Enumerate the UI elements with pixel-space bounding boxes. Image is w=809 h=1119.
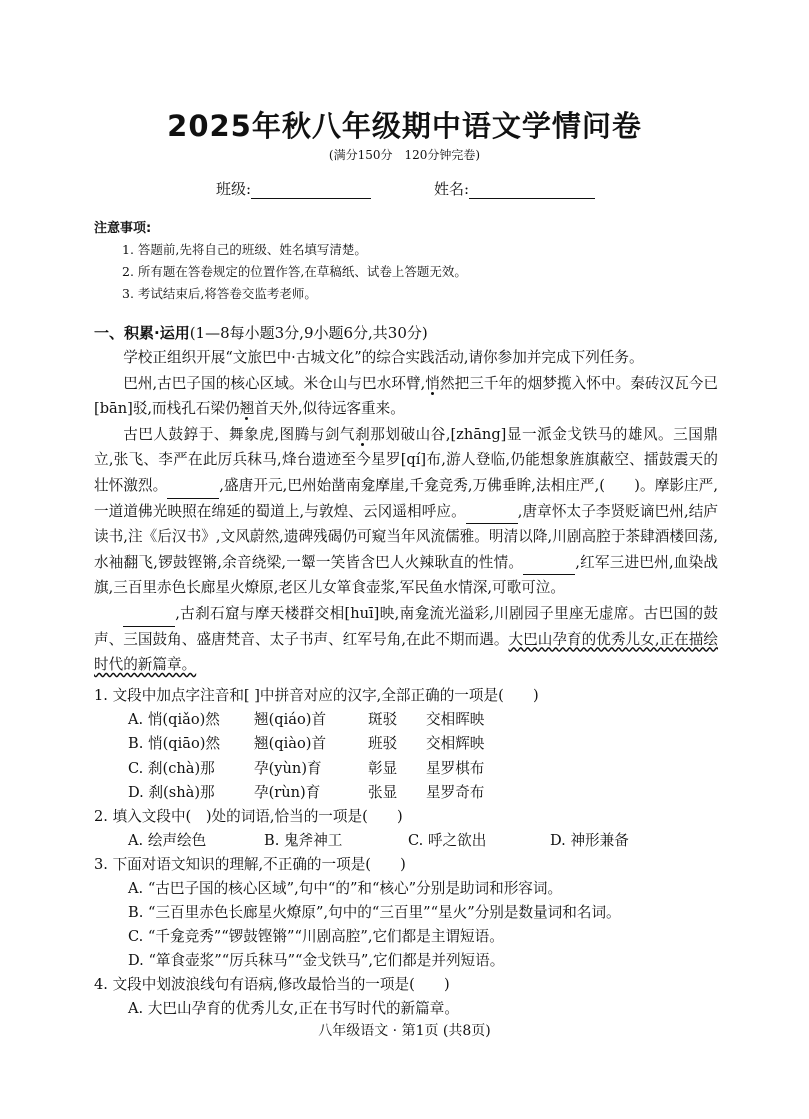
note-item: 1. 答题前,先将自己的班级、姓名填写清楚。	[122, 242, 367, 257]
option-b[interactable]: B. 鬼斧神工	[264, 832, 343, 849]
name-field[interactable]	[434, 178, 595, 199]
option-b[interactable]: B. “三百里赤色长廊星火燎原”,句中的“三百里”“星火”分别是数量词和名词。	[128, 904, 621, 921]
passage-paragraph-1: 巴州,古巴子国的核心区域。米仓山与巴水环臂,悄然把三千年的烟梦揽入怀中。秦砖汉瓦今已[bān]驳,而栈孔石梁仍翘首天外,似待远客重来。	[94, 374, 718, 418]
section-score-note: (1—8每小题3分,9小题6分,共30分)	[189, 324, 428, 342]
option-c[interactable]: C. 呼之欲出	[408, 832, 487, 849]
class-blank[interactable]	[251, 184, 371, 199]
exam-subtitle: (满分150分 120分钟完卷)	[328, 148, 481, 162]
fill-blank[interactable]	[123, 610, 175, 627]
exam-title: 2025年秋八年级期中语文学情问卷	[167, 109, 642, 143]
note-item: 2. 所有题在答卷规定的位置作答,在草稿纸、试卷上答题无效。	[122, 264, 467, 279]
question-3-stem: 3. 下面对语文知识的理解,不正确的一项是( )	[94, 856, 406, 873]
passage-paragraph-3: ,古刹石窟与摩天楼群交相[huī]映,南龛流光溢彩,川剧园子里座无虚席。古巴国的鼓声、三国鼓角、盛唐梵音、太子书声、红军号角,在此不期而遇。大巴山孕育的优秀儿女,正在描绘时代的新篇章。	[94, 604, 718, 674]
notes-title: 注意事项:	[94, 221, 152, 236]
option-d[interactable]: D. “箪食壶浆”“厉兵秣马”“金戈铁马”,它们都是并列短语。	[128, 952, 505, 969]
passage-intro: 学校正组织开展“文旅巴中·古城文化”的综合实践活动,请你参加并完成下列任务。	[123, 349, 644, 366]
section-heading	[94, 322, 428, 343]
dotted-char: 刹	[355, 425, 371, 443]
fill-blank[interactable]	[466, 507, 518, 524]
reading-passage	[94, 345, 718, 678]
class-label: 班级:	[216, 180, 252, 198]
name-blank[interactable]	[469, 184, 595, 199]
fill-blank[interactable]	[523, 558, 575, 575]
dotted-char: 翘	[239, 400, 255, 418]
option-a[interactable]: A. 大巴山孕育的优秀儿女,正在书写时代的新篇章。	[128, 1000, 459, 1017]
question-2-stem: 2. 填入文段中( )处的词语,恰当的一项是( )	[94, 808, 403, 825]
question-4-stem: 4. 文段中划波浪线句有语病,修改最恰当的一项是( )	[94, 976, 450, 993]
question-1-stem: 1. 文段中加点字注音和[ ]中拼音对应的汉字,全部正确的一项是( )	[94, 687, 539, 704]
option-a[interactable]: A. “古巴子国的核心区域”,句中“的”和“核心”分别是助词和形容词。	[128, 880, 563, 897]
name-label: 姓名:	[434, 180, 470, 198]
exam-page: 2025年秋八年级期中语文学情问卷 (满分150分 120分钟完卷) 班级: 姓名: 注意事项: 1. 答题前,先将自己的班级、姓名填写清楚。 2. 所有题在答卷规定的位置作答,在草稿纸、试卷上答题无效。 3. 考试结束后,将答卷交监考老师。 一、积累·运用(1—8每小题3分,9小题6分,共30分) 学校正组织开展“文旅巴中·古城文化”的综合实践活动,请你参加并完成下列任务。 巴州,古巴子国的核心区域。米仓山与巴水环臂,悄然把三千年的烟梦揽入怀中。秦砖汉瓦今已[bān]驳,而栈孔石梁仍翘首天外,似待远客重来。 古巴人鼓錞于、舞象虎,图腾与剑气刹那划破山谷,[zhāng]显一派金戈铁马的雄风。三国鼎立,张飞、李严在此厉兵秣马,烽台遗迹至今星罗[qí]布,游人登临,仍能想象旌旗蔽空、擂鼓震天的壮怀激烈。 ,盛唐开元,巴州始凿南龛摩崖,千龛竞秀,万佛垂眸,法相庄严,( )。摩影庄严,一道道佛光映照在绵延的蜀道上,与敦煌、云冈遥相呼应。 ,唐章怀太子李贤贬谪巴州,结庐读书,注《后汉书》,文风蔚然,遗碑残碣仍可窥当年风流儒雅。明清以降,川剧高腔于茶肆酒楼回荡,水袖翻飞,锣鼓铿锵,余音绕梁,一颦一笑皆含巴人火辣耿直的性情。 ,红军三进巴州,血染战旗,三百里赤色长廊星火燎原,老区儿女箪食壶浆,军民鱼水情深,可歌可泣。 ,古刹石窟与摩天楼群交相[huī]映,南龛流光溢彩,川剧园子里座无虚席。古巴国的鼓声、三国鼓角、盛唐梵音、太子书声、红军号角,在此不期而遇。大巴山孕育的优秀儿女,正在描绘时代的新篇章。 1. 文段中加点字注音和[ ]中拼音对应的汉字,全部正确的一项是( ) A. 悄(qiǎo)然 翘(qiáo)首 斑驳 交相晖映 B. 悄(qiāo)然 翘(qiào)首 班驳 交相辉映 C. 刹(chà)那 孕(yùn)育 彰显 星罗棋布 D. 刹(shà)那 孕(rùn)育 张显 星罗奇布 2. 填入文段中( )处的词语,恰当的一项是( ) A. 绘声绘色 B. 鬼斧神工 C. 呼之欲出 D. 神形兼备 3. 下面对语文知识的理解,不正确的一项是( ) A. “古巴子国的核心区域”,句中“的”和“核心”分别是助词和形容词。 B. “三百里赤色长廊星火燎原”,句中的“三百里”“星火”分别是数量词和名词。 C. “千龛竞秀”“锣鼓铿锵”“川剧高腔”,它们都是主谓短语。 D. “箪食壶浆”“厉兵秣马”“金戈铁马”,它们都是并列短语。 4. 文段中划波浪线句有语病,修改最恰当的一项是( ) A. 大巴山孕育的优秀儿女,正在书写时代的新篇章。 八年级语文 · 第1页 (共8页)	[0, 0, 809, 1119]
page-footer: 八年级语文 · 第1页 (共8页)	[318, 1023, 491, 1039]
class-field[interactable]	[216, 178, 371, 199]
option-d[interactable]: D. 神形兼备	[550, 832, 629, 849]
dotted-char: 悄	[425, 374, 440, 392]
note-item: 3. 考试结束后,将答卷交监考老师。	[122, 286, 317, 301]
fill-blank[interactable]	[167, 482, 219, 499]
option-c[interactable]: C. “千龛竞秀”“锣鼓铿锵”“川剧高腔”,它们都是主谓短语。	[128, 928, 504, 945]
passage-paragraph-2: 古巴人鼓錞于、舞象虎,图腾与剑气刹那划破山谷,[zhāng]显一派金戈铁马的雄风。三国鼎立,张飞、李严在此厉兵秣马,烽台遗迹至今星罗[qí]布,游人登临,仍能想象旌旗蔽空、擂鼓震天的壮怀激烈。 ,盛唐开元,巴州始凿南龛摩崖,千龛竞秀,万佛垂眸,法相庄严,( )。摩影庄严,一道道佛光映照在绵延的蜀道上,与敦煌、云冈遥相呼应。 ,唐章怀太子李贤贬谪巴州,结庐读书,注《后汉书》,文风蔚然,遗碑残碣仍可窥当年风流儒雅。明清以降,川剧高腔于茶肆酒楼回荡,水袖翻飞,锣鼓铿锵,余音绕梁,一颦一笑皆含巴人火辣耿直的性情。 ,红军三进巴州,血染战旗,三百里赤色长廊星火燎原,老区儿女箪食壶浆,军民鱼水情深,可歌可泣。	[94, 425, 719, 597]
option-a[interactable]: A. 绘声绘色	[128, 832, 207, 849]
wavy-underlined-sentence: 大巴山孕育的优秀儿女,正在描绘时代的新篇章。	[94, 630, 718, 674]
section-title: 一、积累·运用	[94, 324, 190, 342]
